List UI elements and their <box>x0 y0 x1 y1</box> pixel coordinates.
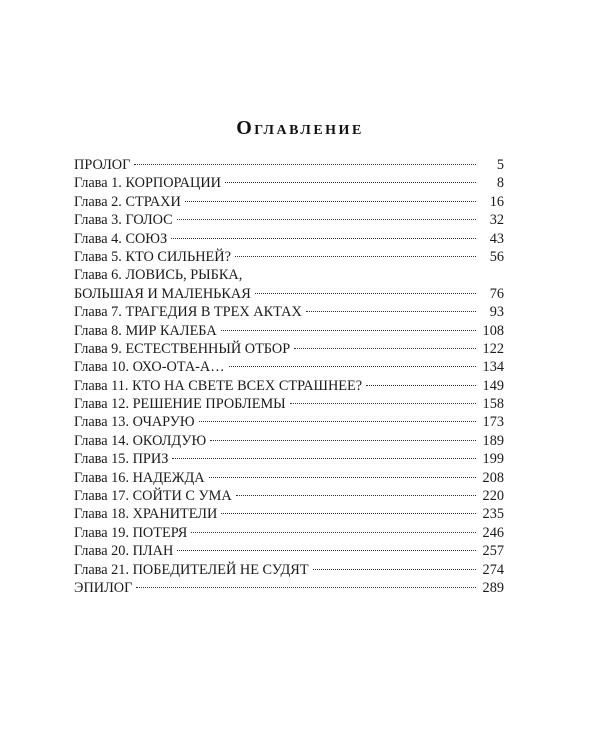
toc-entry <box>74 156 504 174</box>
dot-leader <box>136 587 476 588</box>
dot-leader <box>229 366 476 367</box>
toc-entry-label: Глава 4. СОЮЗ <box>74 230 168 247</box>
dot-leader <box>290 403 476 404</box>
toc-entry-continuation <box>74 285 504 303</box>
toc-page-number: 8 <box>496 175 504 192</box>
toc-entry-label: Глава 19. ПОТЕРЯ <box>74 524 188 541</box>
toc-page-number: 199 <box>482 451 504 468</box>
dot-leader <box>185 201 476 202</box>
toc-entry <box>74 432 504 450</box>
toc-entry-label: Глава 18. ХРАНИТЕЛИ <box>74 506 218 523</box>
toc-page-number: 257 <box>482 543 504 560</box>
toc-entry-label: Глава 17. СОЙТИ С УМА <box>74 488 232 505</box>
toc-page-number: 32 <box>489 212 504 229</box>
toc-page-number: 158 <box>482 396 504 413</box>
toc-entry-label: Глава 13. ОЧАРУЮ <box>74 414 195 431</box>
toc-page-number: 43 <box>489 230 504 247</box>
toc-entry-label: Глава 15. ПРИЗ <box>74 451 169 468</box>
toc-page-number: 235 <box>482 506 504 523</box>
toc-entry <box>74 193 504 211</box>
toc-page-number: 122 <box>482 340 504 357</box>
page-title: Оглавление <box>236 117 364 139</box>
toc-entry <box>74 505 504 523</box>
toc-entry <box>74 561 504 579</box>
toc-entry <box>74 266 504 284</box>
dot-leader <box>306 311 476 312</box>
dot-leader <box>255 293 476 294</box>
toc-entry <box>74 524 504 542</box>
toc-entry-label: Глава 8. МИР КАЛЕБА <box>74 322 217 339</box>
toc-page-number: 76 <box>489 285 504 302</box>
dot-leader <box>225 182 476 183</box>
toc-page-number: 274 <box>482 561 504 578</box>
toc-entry-label: Глава 3. ГОЛОС <box>74 212 173 229</box>
toc-entry <box>74 248 504 266</box>
dot-leader <box>172 458 476 459</box>
toc-entry <box>74 377 504 395</box>
toc-page-number: 289 <box>482 579 504 596</box>
toc-entry <box>74 174 504 192</box>
dot-leader <box>221 330 476 331</box>
toc-entry <box>74 413 504 431</box>
dot-leader <box>191 532 476 533</box>
toc-page-number: 16 <box>489 193 504 210</box>
toc-entry-label: Глава 6. ЛОВИСЬ, РЫБКА, <box>74 267 243 284</box>
toc-entry-label: Глава 2. СТРАХИ <box>74 193 181 210</box>
toc-entry-label: Глава 10. ОХО-ОТА-А… <box>74 359 225 376</box>
toc-entry-label: Глава 1. КОРПОРАЦИИ <box>74 175 221 192</box>
dot-leader <box>177 219 476 220</box>
toc-entry <box>74 358 504 376</box>
dot-leader <box>366 385 476 386</box>
dot-leader <box>177 550 476 551</box>
toc-entry-label: Глава 21. ПОБЕДИТЕЛЕЙ НЕ СУДЯТ <box>74 561 309 578</box>
dot-leader <box>210 440 476 441</box>
toc-entry <box>74 542 504 560</box>
dot-leader <box>236 495 476 496</box>
toc-entry <box>74 211 504 229</box>
toc-page-number: 56 <box>489 248 504 265</box>
dot-leader <box>171 238 476 239</box>
dot-leader <box>199 421 476 422</box>
toc-page-number: 5 <box>496 157 504 173</box>
toc-entry <box>74 340 504 358</box>
toc-entry <box>74 322 504 340</box>
dot-leader <box>235 256 476 257</box>
toc-entry <box>74 395 504 413</box>
toc-entry-label: Глава 14. ОКОЛДУЮ <box>74 432 207 449</box>
dot-leader <box>294 348 476 349</box>
toc-entry-label: БОЛЬШАЯ И МАЛЕНЬКАЯ <box>74 285 251 302</box>
toc-page-number: 173 <box>482 414 504 431</box>
toc-entry <box>74 469 504 487</box>
toc-page-number: 189 <box>482 432 504 449</box>
toc-page-number: 93 <box>489 304 504 321</box>
dot-leader <box>209 477 476 478</box>
toc-entry-label: ПРОЛОГ <box>74 157 131 173</box>
toc-entry <box>74 450 504 468</box>
toc-entry <box>74 303 504 321</box>
dot-leader <box>134 164 476 165</box>
toc-entry-label: Глава 11. КТО НА СВЕТЕ ВСЕХ СТРАШНЕЕ? <box>74 377 363 394</box>
toc-entry-label: Глава 12. РЕШЕНИЕ ПРОБЛЕМЫ <box>74 396 286 413</box>
toc-entry-label: Глава 16. НАДЕЖДА <box>74 469 205 486</box>
toc-page-number: 220 <box>482 488 504 505</box>
table-of-contents <box>74 156 504 597</box>
toc-entry <box>74 487 504 505</box>
toc-entry-label: Глава 7. ТРАГЕДИЯ В ТРЕХ АКТАХ <box>74 304 302 321</box>
toc-entry-label: Глава 9. ЕСТЕСТВЕННЫЙ ОТБОР <box>74 340 291 357</box>
toc-entry-label: Глава 5. КТО СИЛЬНЕЙ? <box>74 248 231 265</box>
toc-entry-label: Глава 20. ПЛАН <box>74 543 174 560</box>
toc-entry <box>74 579 504 597</box>
toc-entry <box>74 230 504 248</box>
toc-page-number: 149 <box>482 377 504 394</box>
dot-leader <box>221 513 476 514</box>
toc-entry-label: ЭПИЛОГ <box>74 579 133 596</box>
toc-page-number: 108 <box>482 322 504 339</box>
toc-page-number: 246 <box>482 524 504 541</box>
toc-page-number: 134 <box>482 359 504 376</box>
dot-leader <box>313 569 476 570</box>
toc-page-number: 208 <box>482 469 504 486</box>
